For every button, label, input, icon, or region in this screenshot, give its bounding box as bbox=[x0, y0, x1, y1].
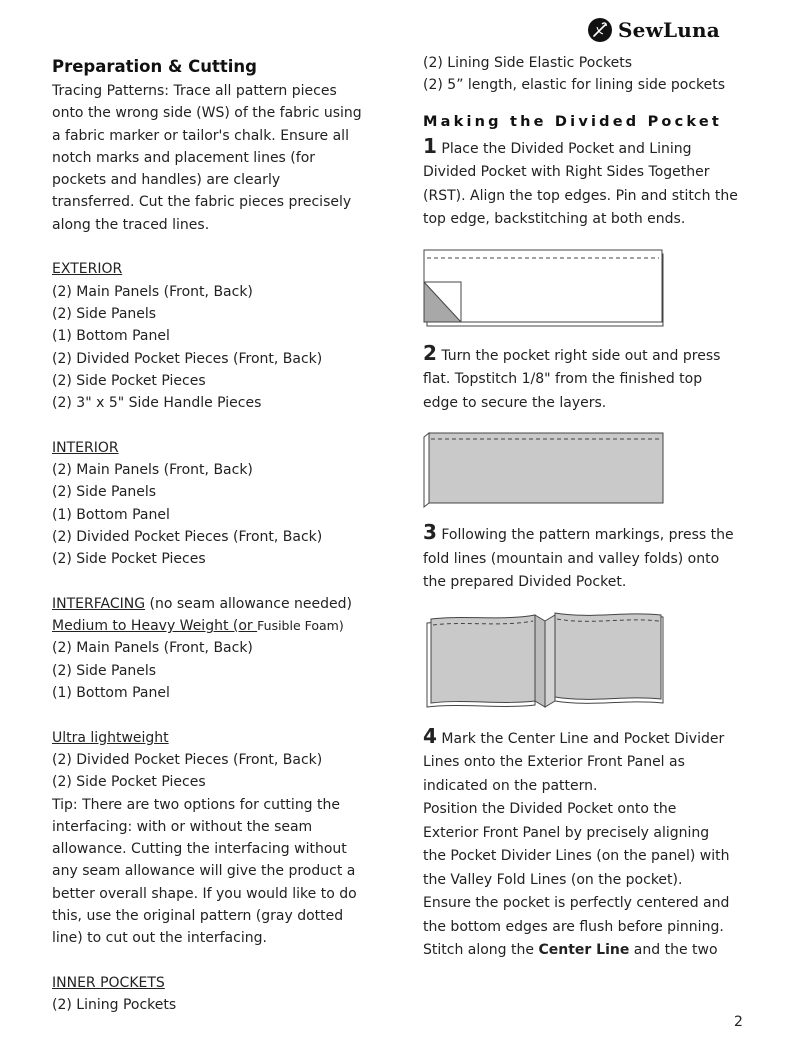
step-text: Stitch along the bbox=[423, 942, 539, 959]
list-item: (2) Divided Pocket Pieces (Front, Back) bbox=[52, 528, 323, 545]
step-3-diagram bbox=[423, 609, 667, 713]
step-number: 2 bbox=[423, 340, 437, 365]
tip-line: this, use the original pattern (gray dotted bbox=[52, 907, 344, 924]
step-text: edge to secure the layers. bbox=[423, 394, 607, 411]
interfacing-title: INTERFACING bbox=[52, 595, 146, 612]
list-item: (2) Lining Pockets bbox=[52, 997, 177, 1014]
step-text: the Valley Fold Lines (on the pocket). bbox=[423, 871, 683, 888]
step-number: 1 bbox=[423, 133, 437, 158]
step-text: top edge, backstitching at both ends. bbox=[423, 211, 686, 228]
intro-line: Tracing Patterns: Trace all pattern pieces bbox=[52, 83, 337, 99]
tip-paragraph bbox=[52, 794, 382, 950]
interfacing-header bbox=[52, 593, 382, 615]
intro-line: notch marks and placement lines (for bbox=[52, 149, 316, 166]
list-item: (2) Side Pocket Pieces bbox=[52, 551, 206, 568]
step-text: fold lines (mountain and valley folds) onto bbox=[423, 550, 720, 567]
list-item: (2) Main Panels (Front, Back) bbox=[52, 283, 253, 300]
step-text: Turn the pocket right side out and press bbox=[436, 347, 721, 364]
step-text: Mark the Center Line and Pocket Divider bbox=[436, 730, 725, 747]
step-text: Ensure the pocket is perfectly centered and bbox=[423, 895, 730, 912]
step-text: indicated on the pattern. bbox=[423, 777, 598, 794]
brand-name: SewLuna bbox=[618, 18, 720, 42]
step-number: 4 bbox=[423, 723, 437, 748]
brand-logo bbox=[588, 18, 720, 42]
step-number: 3 bbox=[423, 520, 437, 545]
right-column bbox=[423, 52, 753, 963]
ultra-title: Ultra lightweight bbox=[52, 729, 169, 746]
tip-line: Tip: There are two options for cutting the bbox=[52, 796, 340, 813]
intro-paragraph bbox=[52, 80, 382, 236]
interfacing-subtitle: Medium to Heavy Weight (or bbox=[52, 618, 258, 635]
step-text: Lines onto the Exterior Front Panel as bbox=[423, 754, 685, 771]
intro-line: a fabric marker or tailor's chalk. Ensure all bbox=[52, 127, 349, 144]
list-item: (2) 5” length, elastic for lining side pockets bbox=[423, 77, 726, 94]
tip-line: any seam allowance will give the product a bbox=[52, 863, 356, 880]
step-text: the Pocket Divider Lines (on the panel) with bbox=[423, 848, 730, 865]
step-1-diagram bbox=[423, 246, 667, 330]
interfacing-subheader bbox=[52, 615, 382, 637]
list-item: (2) Main Panels (Front, Back) bbox=[52, 462, 253, 479]
interfacing-subtitle-small: Fusible Foam) bbox=[257, 618, 344, 634]
center-line-emphasis: Center Line bbox=[538, 942, 630, 959]
left-column bbox=[52, 52, 382, 1016]
list-item: (2) Lining Side Elastic Pockets bbox=[423, 55, 633, 71]
step-text: Exterior Front Panel by precisely aligning bbox=[423, 824, 710, 841]
step-2 bbox=[423, 342, 753, 416]
tip-line: allowance. Cutting the interfacing without bbox=[52, 841, 347, 858]
section-heading: Preparation & Cutting bbox=[52, 57, 257, 76]
divided-pocket-title: Making the Divided Pocket bbox=[423, 113, 722, 130]
step-text: Position the Divided Pocket onto the bbox=[423, 801, 677, 818]
intro-line: onto the wrong side (WS) of the fabric using bbox=[52, 105, 362, 122]
inner-pockets-title: INNER POCKETS bbox=[52, 974, 165, 991]
list-item: (2) Main Panels (Front, Back) bbox=[52, 640, 253, 657]
list-item: (2) Side Pocket Pieces bbox=[52, 372, 206, 389]
list-item: (2) Side Pocket Pieces bbox=[52, 774, 206, 791]
interfacing-note: (no seam allowance needed) bbox=[145, 595, 352, 612]
step-text: flat. Topstitch 1/8" from the finished top bbox=[423, 371, 703, 388]
list-item: (1) Bottom Panel bbox=[52, 328, 170, 345]
step-1 bbox=[423, 135, 753, 232]
page-number: 2 bbox=[734, 1014, 743, 1030]
step-text: the prepared Divided Pocket. bbox=[423, 574, 627, 591]
interior-title: INTERIOR bbox=[52, 439, 119, 456]
list-item: (2) Side Panels bbox=[52, 662, 157, 679]
step-4 bbox=[423, 725, 753, 963]
step-text: Divided Pocket with Right Sides Together bbox=[423, 164, 710, 181]
step-2-diagram bbox=[423, 429, 667, 509]
step-text: and the two bbox=[629, 942, 718, 959]
step-text: the bottom edges are flush before pinning. bbox=[423, 918, 724, 935]
list-item: (1) Bottom Panel bbox=[52, 685, 170, 702]
list-item: (2) Divided Pocket Pieces (Front, Back) bbox=[52, 751, 323, 768]
list-item: (2) Side Panels bbox=[52, 305, 157, 322]
list-item: (1) Bottom Panel bbox=[52, 506, 170, 523]
intro-line: transferred. Cut the fabric pieces precisely bbox=[52, 194, 352, 211]
tip-line: interfacing: with or without the seam bbox=[52, 818, 313, 835]
step-text: Place the Divided Pocket and Lining bbox=[436, 140, 692, 157]
list-item: (2) Side Panels bbox=[52, 484, 157, 501]
tip-line: line) to cut out the interfacing. bbox=[52, 930, 267, 947]
intro-line: pockets and handles) are clearly bbox=[52, 172, 281, 189]
intro-line: along the traced lines. bbox=[52, 216, 210, 233]
exterior-title: EXTERIOR bbox=[52, 261, 123, 278]
needle-logo-icon bbox=[588, 18, 612, 42]
list-item: (2) Divided Pocket Pieces (Front, Back) bbox=[52, 350, 323, 367]
tip-line: better overall shape. If you would like to do bbox=[52, 885, 357, 902]
step-text: (RST). Align the top edges. Pin and stitch the bbox=[423, 187, 738, 204]
step-text: Following the pattern markings, press the bbox=[436, 527, 734, 544]
step-3 bbox=[423, 521, 753, 595]
list-item: (2) 3" x 5" Side Handle Pieces bbox=[52, 395, 262, 412]
